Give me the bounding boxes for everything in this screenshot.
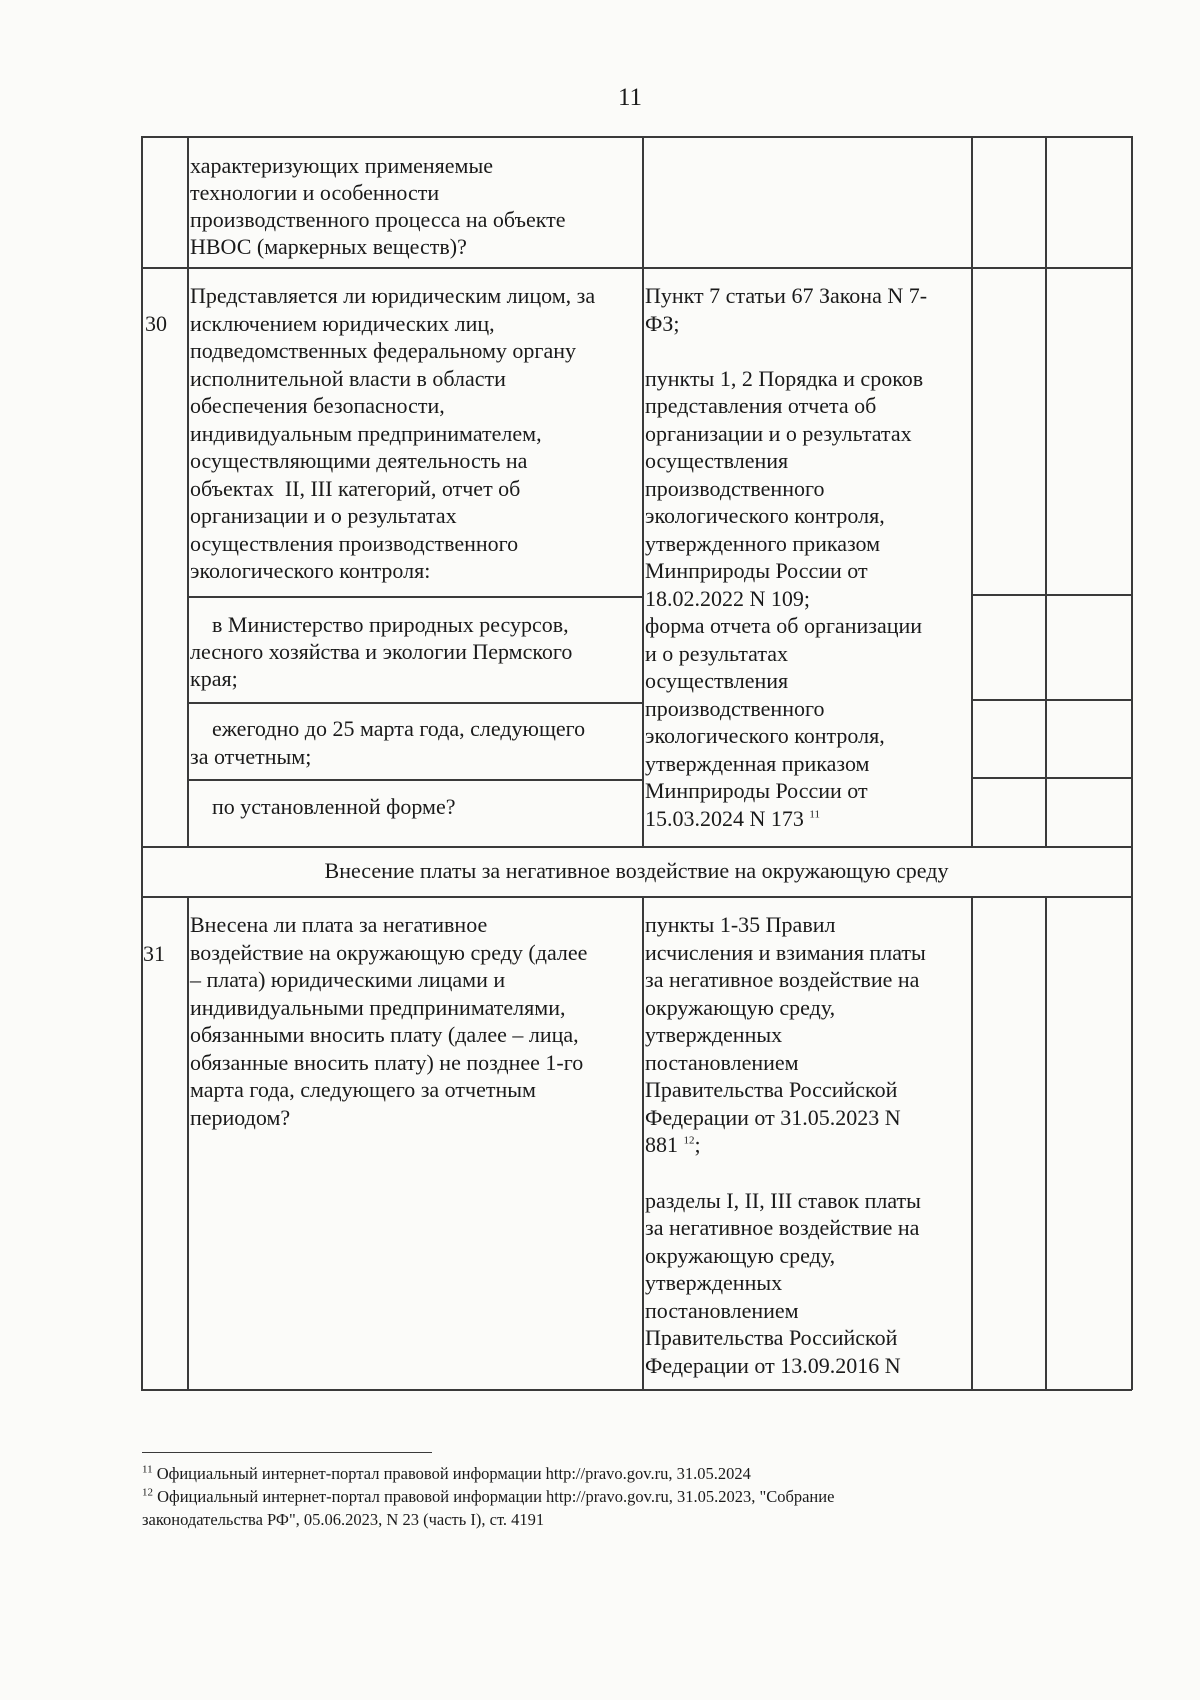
subrow-divider xyxy=(187,596,642,598)
requirement-line: пункты 1-35 Правил xyxy=(645,912,836,937)
footnote-mark: 11 xyxy=(142,1463,153,1476)
requirement-line: за негативное воздействие на xyxy=(645,1215,920,1240)
question-line: исполнительной власти в области xyxy=(190,366,506,391)
requirement-line: утвержденная приказом xyxy=(645,751,870,776)
column-divider xyxy=(971,896,973,1390)
requirement-line: Минприроды России от xyxy=(645,558,868,583)
section-top-border xyxy=(141,846,1132,848)
requirement-line: Правительства Российской xyxy=(645,1325,898,1350)
requirement-line: форма отчета об организации xyxy=(645,613,923,638)
requirement-line: окружающую среду, xyxy=(645,1243,836,1268)
question-line: технологии и особенности xyxy=(190,180,440,205)
requirement-line: постановлением xyxy=(645,1050,799,1075)
requirement-line: и о результатах xyxy=(645,641,788,666)
question-line: Внесена ли плата за негативное xyxy=(190,912,488,937)
sub-item-line: края; xyxy=(190,666,238,691)
footnote-continuation xyxy=(142,1509,544,1530)
requirement-line: разделы I, II, III ставок платы xyxy=(645,1188,921,1213)
requirement-line: Пункт 7 статьи 67 Закона N 7- xyxy=(645,283,928,308)
question-line: обеспечения безопасности, xyxy=(190,393,445,418)
requirement-line: осуществления xyxy=(645,668,789,693)
footnote-text: законодательства РФ", 05.06.2023, N 23 (часть I), ст. 4191 xyxy=(142,1510,545,1529)
question-line: – плата) юридическими лицами и xyxy=(190,967,506,992)
question-line: индивидуальными предпринимателями, xyxy=(190,995,566,1020)
section-bottom-border xyxy=(141,896,1132,898)
question-line: периодом? xyxy=(190,1105,291,1130)
requirement-line: производственного xyxy=(645,696,825,721)
question-line: экологического контроля: xyxy=(190,558,431,583)
subrow-divider xyxy=(971,777,1132,779)
question-line: организации и о результатах xyxy=(190,503,457,528)
question-line: воздействие на окружающую среду (далее xyxy=(190,940,588,965)
sub-item-line: в Министерство природных ресурсов, xyxy=(190,612,569,637)
requirement-line: утвержденных xyxy=(645,1022,783,1047)
question-line: производственного процесса на объекте xyxy=(190,207,566,232)
requirement-line: организации и о результатах xyxy=(645,421,912,446)
requirement-line: представления отчета об xyxy=(645,393,877,418)
subrow-divider xyxy=(971,699,1132,701)
footnote xyxy=(142,1486,834,1507)
footnote-text: Официальный интернет-портал правовой информации http://pravo.gov.ru, 31.05.2024 xyxy=(152,1464,751,1483)
requirement-line: ФЗ; xyxy=(645,311,680,336)
requirement-line: утвержденного приказом xyxy=(645,531,881,556)
requirement-line: пункты 1, 2 Порядка и сроков xyxy=(645,366,924,391)
question-line: обязанные вносить плату) не позднее 1-го xyxy=(190,1050,584,1075)
question-line: НВОС (маркерных веществ)? xyxy=(190,234,467,259)
column-divider xyxy=(642,896,644,1390)
question-line: осуществляющими деятельность на xyxy=(190,448,528,473)
footnote-separator xyxy=(142,1452,432,1453)
subrow-divider xyxy=(971,594,1132,596)
requirement-line: Федерации от 13.09.2016 N xyxy=(645,1353,901,1378)
requirement-text: 15.03.2024 N 173 xyxy=(645,806,810,831)
requirement-line xyxy=(645,805,820,833)
requirement-line: утвержденных xyxy=(645,1270,783,1295)
section-heading: Внесение платы за негативное воздействие на окружающую среду xyxy=(324,858,949,883)
question-line: обязанными вносить плату (далее – лица, xyxy=(190,1022,579,1047)
requirement-line: постановлением xyxy=(645,1298,799,1323)
requirement-line: Правительства Российской xyxy=(645,1077,898,1102)
sub-item-line: лесного хозяйства и экологии Пермского xyxy=(190,639,573,664)
row-divider xyxy=(141,267,1132,269)
column-divider xyxy=(187,136,189,847)
subrow-divider xyxy=(187,779,642,781)
page-number: 11 xyxy=(617,84,643,111)
requirement-line: осуществления xyxy=(645,448,789,473)
question-line: исключением юридических лиц, xyxy=(190,311,495,336)
requirement-line: производственного xyxy=(645,476,825,501)
column-divider xyxy=(1045,896,1047,1390)
table-left-border xyxy=(141,136,143,847)
requirement-line: Федерации от 31.05.2023 N xyxy=(645,1105,901,1130)
requirement-line xyxy=(645,1131,701,1159)
requirement-line: исчисления и взимания платы xyxy=(645,940,926,965)
requirement-line: за негативное воздействие на xyxy=(645,967,920,992)
requirement-line: экологического контроля, xyxy=(645,723,885,748)
row-number: 31 xyxy=(143,941,165,966)
sub-item-line: по установленной форме? xyxy=(190,794,456,819)
requirement-line: Минприроды России от xyxy=(645,778,868,803)
table-top-border xyxy=(141,136,1132,138)
requirement-line: 18.02.2022 N 109; xyxy=(645,586,810,611)
question-line: марта года, следующего за отчетным xyxy=(190,1077,536,1102)
column-divider xyxy=(1045,136,1047,847)
question-line: подведомственных федеральному органу xyxy=(190,338,576,363)
column-divider xyxy=(642,136,644,847)
column-divider xyxy=(187,896,189,1390)
row-number: 30 xyxy=(145,311,167,336)
footnote-mark: 12 xyxy=(142,1486,153,1499)
sub-item-line: за отчетным; xyxy=(190,744,312,769)
column-divider xyxy=(971,136,973,847)
footnote-text: Официальный интернет-портал правовой информации http://pravo.gov.ru, 31.05.2023, "Собрание xyxy=(153,1487,835,1506)
question-line: индивидуальным предпринимателем, xyxy=(190,421,542,446)
question-line: осуществления производственного xyxy=(190,531,519,556)
requirement-text: ; xyxy=(694,1132,701,1157)
table-left-border xyxy=(141,896,143,1390)
footnote-reference[interactable]: 11 xyxy=(809,808,820,821)
requirement-line: экологического контроля, xyxy=(645,503,885,528)
requirement-text: 881 xyxy=(645,1132,684,1157)
table-right-border xyxy=(1131,136,1133,1390)
footnote xyxy=(142,1463,751,1484)
footnote-reference[interactable]: 12 xyxy=(683,1134,695,1147)
sub-item-line: ежегодно до 25 марта года, следующего xyxy=(190,716,586,741)
question-line: объектах II, III категорий, отчет об xyxy=(190,476,521,501)
subrow-divider xyxy=(187,702,642,704)
question-line: характеризующих применяемые xyxy=(190,153,494,178)
table-bottom-border xyxy=(141,1389,1132,1391)
requirement-line: окружающую среду, xyxy=(645,995,836,1020)
question-line: Представляется ли юридическим лицом, за xyxy=(190,283,596,308)
